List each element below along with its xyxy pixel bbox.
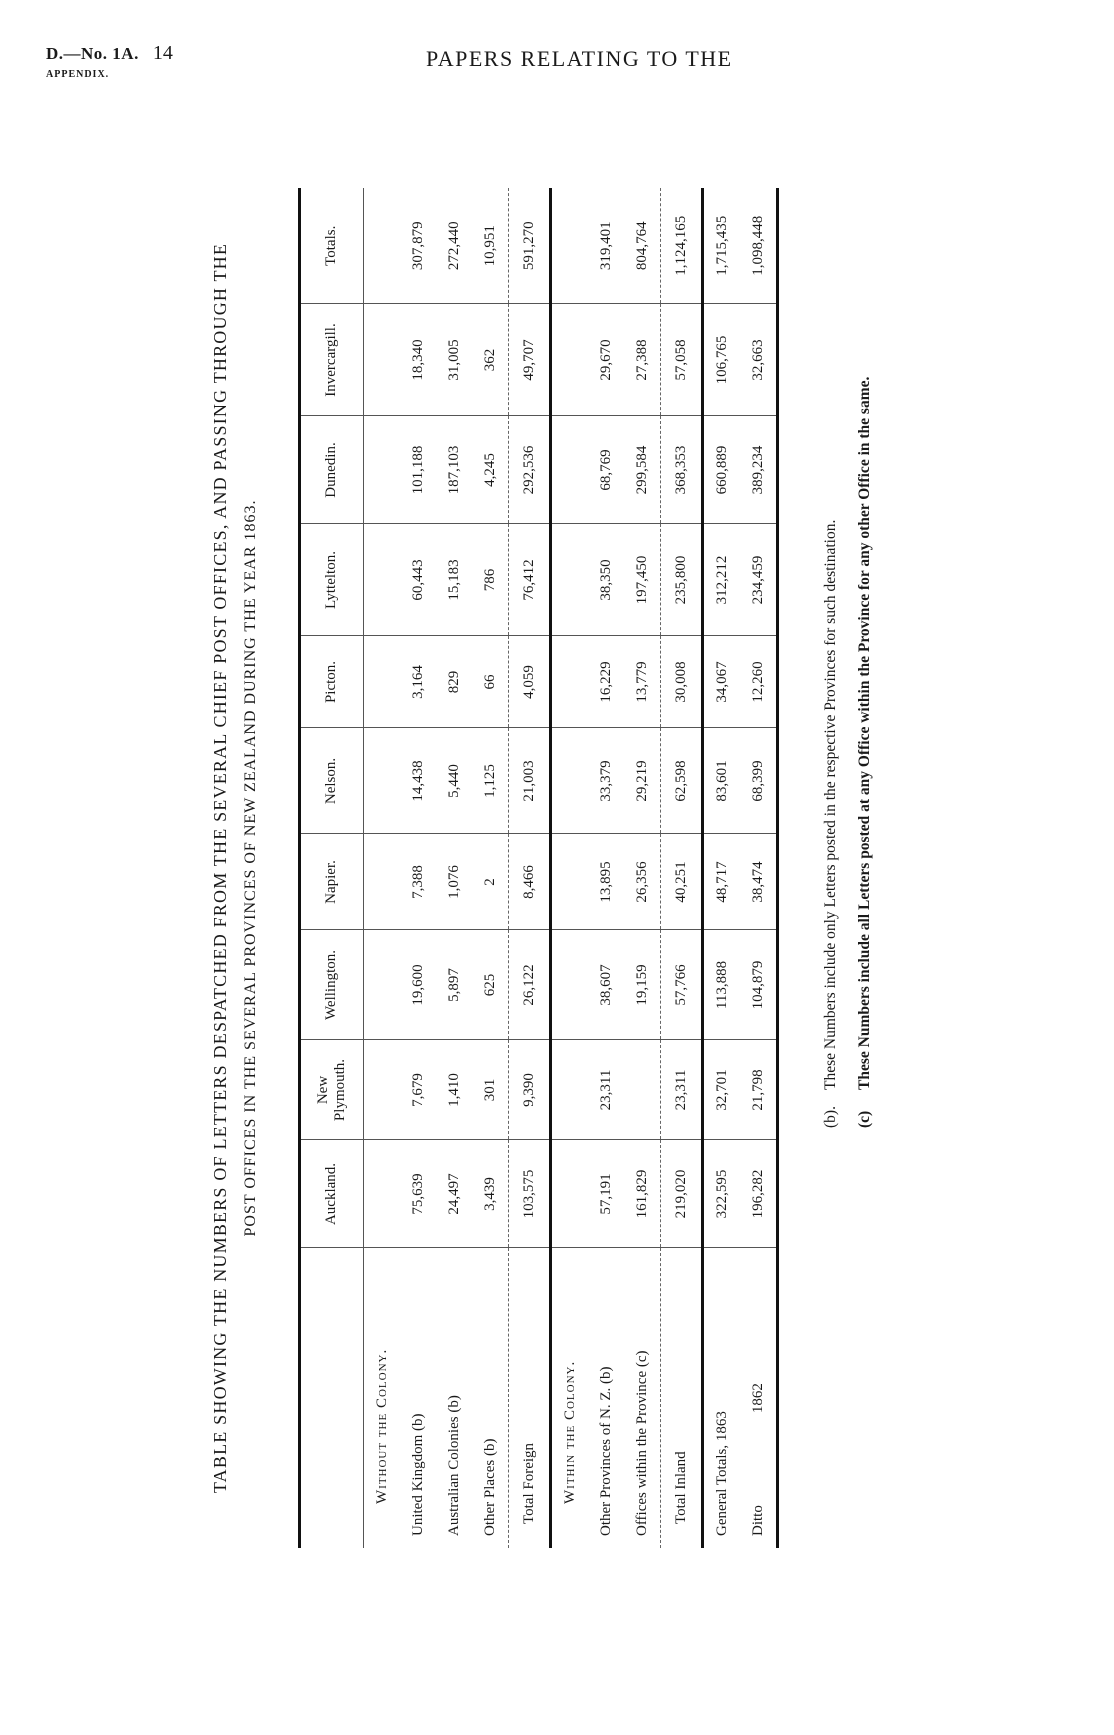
- column-header-new-plymouth: New Plymouth.: [300, 1040, 364, 1140]
- column-header-totals: Totals.: [300, 188, 364, 304]
- table-cell: 625: [472, 930, 509, 1040]
- table-cell: 4,059: [509, 636, 551, 728]
- column-header-dunedin: Dunedin.: [300, 416, 364, 524]
- table-cell: 38,350: [588, 524, 624, 636]
- row-label-text: Offices within the Province (c): [633, 1350, 650, 1536]
- row-label-text: Total Foreign: [520, 1442, 537, 1524]
- row-label-text: General Totals, 1863: [713, 1411, 730, 1536]
- table-cell: 29,219: [624, 728, 661, 834]
- row-label: [703, 1248, 741, 1548]
- table-cell: 38,474: [740, 834, 778, 930]
- table-cell: 21,003: [509, 728, 551, 834]
- table-cell: 57,191: [588, 1140, 624, 1248]
- page-header-left: [46, 42, 246, 80]
- table-cell: 1,076: [436, 834, 472, 930]
- table-cell: 12,260: [740, 636, 778, 728]
- table-row: [661, 188, 703, 1548]
- table-cell: 16,229: [588, 636, 624, 728]
- row-label-year: 1862: [749, 1383, 766, 1414]
- table-cell: 197,450: [624, 524, 661, 636]
- table-cell: 591,270: [509, 188, 551, 304]
- row-label: [436, 1248, 472, 1548]
- table-row: [472, 188, 509, 1548]
- table-cell: 1,124,165: [661, 188, 703, 304]
- table-cell: 804,764: [624, 188, 661, 304]
- table-cell: 68,769: [588, 416, 624, 524]
- table-cell: 66: [472, 636, 509, 728]
- page-number: 14: [152, 42, 173, 64]
- table-cell: 30,008: [661, 636, 703, 728]
- table-cell: 362: [472, 304, 509, 416]
- column-header-napier: Napier.: [300, 834, 364, 930]
- appendix-label: APPENDIX.: [46, 69, 110, 80]
- table-cell: 8,466: [509, 834, 551, 930]
- table-cell: 29,670: [588, 304, 624, 416]
- table-cell: 3,439: [472, 1140, 509, 1248]
- table-cell: 301: [472, 1040, 509, 1140]
- rotated-table-block: [210, 188, 1114, 1548]
- table-cell: 27,388: [624, 304, 661, 416]
- header-doc-ref-line: [46, 42, 246, 65]
- footnote-c-text: These Numbers include all Letters posted at any Office within the Province for any other Office in the same.: [856, 376, 873, 1090]
- row-label-text: Other Provinces of N. Z. (b): [597, 1366, 614, 1536]
- table-cell: 292,536: [509, 416, 551, 524]
- letters-table: [298, 188, 779, 1548]
- table-cell: 161,829: [624, 1140, 661, 1248]
- table-row: [624, 188, 661, 1548]
- row-label-text: Australian Colonies (b): [445, 1395, 462, 1536]
- section-row-without: [364, 188, 401, 1548]
- table-cell: 33,379: [588, 728, 624, 834]
- table-cell: 5,440: [436, 728, 472, 834]
- table-cell: 60,443: [400, 524, 436, 636]
- column-header-label: [300, 1248, 364, 1548]
- table-cell: 235,800: [661, 524, 703, 636]
- row-label-text: United Kingdom (b): [409, 1413, 426, 1536]
- table-cell: 101,188: [400, 416, 436, 524]
- table-cell: 660,889: [703, 416, 741, 524]
- table-cell: 9,390: [509, 1040, 551, 1140]
- row-label: [400, 1248, 436, 1548]
- column-header-invercargill: Invercargill.: [300, 304, 364, 416]
- table-cell: 21,798: [740, 1040, 778, 1140]
- column-header-nelson: Nelson.: [300, 728, 364, 834]
- table-row: [703, 188, 741, 1548]
- column-header-wellington: Wellington.: [300, 930, 364, 1040]
- table-cell: 113,888: [703, 930, 741, 1040]
- table-cell: 32,701: [703, 1040, 741, 1140]
- table-cell: 106,765: [703, 304, 741, 416]
- row-label: [740, 1248, 778, 1548]
- row-label-text: Other Places (b): [481, 1438, 498, 1536]
- table-row: [740, 188, 778, 1548]
- table-cell: 26,356: [624, 834, 661, 930]
- row-label: [472, 1248, 509, 1548]
- table-cell: 5,897: [436, 930, 472, 1040]
- row-label: [509, 1248, 551, 1548]
- table-cell: 76,412: [509, 524, 551, 636]
- column-header-auckland: Auckland.: [300, 1140, 364, 1248]
- table-cell: 196,282: [740, 1140, 778, 1248]
- table-cell: 19,600: [400, 930, 436, 1040]
- table-cell: 319,401: [588, 188, 624, 304]
- table-cell: 322,595: [703, 1140, 741, 1248]
- table-cell: 49,707: [509, 304, 551, 416]
- section-heading: Within the Colony.: [551, 1248, 589, 1548]
- table-cell: 2: [472, 834, 509, 930]
- footnote-c: [856, 377, 874, 1128]
- table-cell: 7,388: [400, 834, 436, 930]
- table-cell: 75,639: [400, 1140, 436, 1248]
- table-title-line-1: TABLE SHOWING THE NUMBERS OF LETTERS DESPATCHED FROM THE SEVERAL CHIEF POST OFFICES, AND PASSING THROUGH THE: [210, 242, 230, 1494]
- footnote-c-key: (c): [856, 1110, 873, 1128]
- table-row: [588, 188, 624, 1548]
- row-label: [624, 1248, 661, 1548]
- table-row: [400, 188, 436, 1548]
- table-cell: 1,098,448: [740, 188, 778, 304]
- table-row: [436, 188, 472, 1548]
- column-header-picton: Picton.: [300, 636, 364, 728]
- table-cell: 57,766: [661, 930, 703, 1040]
- table-cell: 103,575: [509, 1140, 551, 1248]
- table-cell: 23,311: [661, 1040, 703, 1140]
- footnote-b-key: (b).: [822, 1106, 839, 1128]
- table-cell: 307,879: [400, 188, 436, 304]
- table-row: [509, 188, 551, 1548]
- row-label-text: Total Inland: [672, 1451, 689, 1524]
- table-cell: 389,234: [740, 416, 778, 524]
- doc-reference: D.—No. 1A.: [46, 44, 139, 63]
- running-head: PAPERS RELATING TO THE: [426, 46, 733, 71]
- table-cell: 31,005: [436, 304, 472, 416]
- table-cell: 104,879: [740, 930, 778, 1040]
- table-cell: 7,679: [400, 1040, 436, 1140]
- row-label: [661, 1248, 703, 1548]
- table-cell: 57,058: [661, 304, 703, 416]
- column-header-lyttelton: Lyttelton.: [300, 524, 364, 636]
- table-cell: 312,212: [703, 524, 741, 636]
- table-cell: 38,607: [588, 930, 624, 1040]
- table-header-row: [300, 188, 364, 1548]
- table-cell: 299,584: [624, 416, 661, 524]
- footnote-b: [822, 520, 840, 1128]
- table-title-line-2: POST OFFICES IN THE SEVERAL PROVINCES OF NEW ZEALAND DURING THE YEAR 1863.: [242, 499, 259, 1237]
- table-cell: 68,399: [740, 728, 778, 834]
- table-cell: 1,125: [472, 728, 509, 834]
- table-cell: 19,159: [624, 930, 661, 1040]
- table-cell: 23,311: [588, 1040, 624, 1140]
- row-label: [588, 1248, 624, 1548]
- table-cell: 187,103: [436, 416, 472, 524]
- section-heading: Without the Colony.: [373, 1348, 390, 1504]
- table-cell: 62,598: [661, 728, 703, 834]
- table-cell: 40,251: [661, 834, 703, 930]
- table-cell: 26,122: [509, 930, 551, 1040]
- table-cell: 15,183: [436, 524, 472, 636]
- table-cell: 786: [472, 524, 509, 636]
- table-cell: 4,245: [472, 416, 509, 524]
- table-cell: 1,410: [436, 1040, 472, 1140]
- table-cell: 272,440: [436, 188, 472, 304]
- table-cell: 368,353: [661, 416, 703, 524]
- table-cell: 32,663: [740, 304, 778, 416]
- table-cell: 48,717: [703, 834, 741, 930]
- table-cell: 18,340: [400, 304, 436, 416]
- table-cell: 34,067: [703, 636, 741, 728]
- table-cell: 24,497: [436, 1140, 472, 1248]
- table-cell: 13,895: [588, 834, 624, 930]
- table-cell: 10,951: [472, 188, 509, 304]
- table-cell: 1,715,435: [703, 188, 741, 304]
- table-cell: [624, 1040, 661, 1140]
- footnote-b-text: These Numbers include only Letters posted in the respective Provinces for such destination.: [822, 519, 839, 1090]
- table-cell: 14,438: [400, 728, 436, 834]
- table-cell: 83,601: [703, 728, 741, 834]
- table-cell: 3,164: [400, 636, 436, 728]
- table-cell: 13,779: [624, 636, 661, 728]
- table-cell: 219,020: [661, 1140, 703, 1248]
- section-row-within: [551, 188, 589, 1548]
- table-cell: 829: [436, 636, 472, 728]
- row-label-text: Ditto: [749, 1505, 766, 1536]
- table-cell: 234,459: [740, 524, 778, 636]
